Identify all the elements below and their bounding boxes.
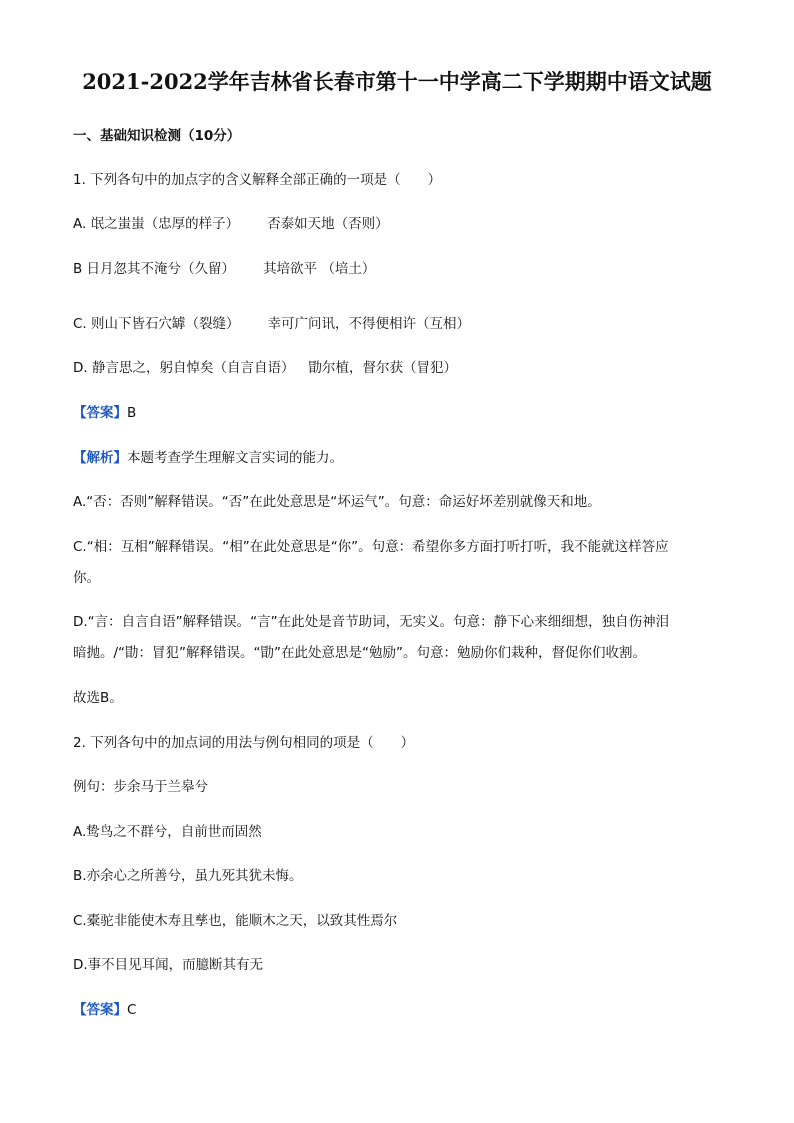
question-1-option-c [73,312,470,332]
question-1-answer [73,401,136,421]
option-b-part1: B 日月忽其不淹兮（久留） [73,261,236,277]
option-c-part2: 幸可广问讯，不得便相许（互相） [267,316,471,332]
question-2-answer [73,998,136,1018]
option-b-part2: 其培欲平 （培土） [263,261,376,277]
question-2-option-a: A.鸷鸟之不群兮，自前世而固然 [73,824,262,840]
question-2-option-b: B.亦余心之所善兮，虽九死其犹未悔。 [73,868,303,884]
section-heading: 一、基础知识检测（10分） [73,128,241,144]
option-a-part1: A. 氓之蚩蚩（忠厚的样子） [73,216,240,232]
option-d-part1: D. 静言思之，躬自悼矣（自言自语） [73,360,295,376]
conclusion: 故选B。 [73,690,123,706]
option-c-part1: C. 则山下皆石穴罅（裂缝） [73,316,240,332]
question-1-option-d [73,356,457,376]
explanation-c-line1: C.“相：互相”解释错误。“相”在此处意思是“你”。句意：希望你多方面打听打听，我不能就这样答应 [73,539,669,555]
question-1-option-b [73,257,375,277]
question-1-stem: 1. 下列各句中的加点字的含义解释全部正确的一项是（ ） [73,172,442,188]
answer-tag: 【答案】 [73,1002,127,1018]
question-1-option-a [73,212,389,232]
question-1-analysis [73,446,343,466]
option-d-part2: 勖尔植，督尔获（冒犯） [308,360,457,376]
explanation-c-line2: 你。 [73,570,100,586]
explanation-d-line1: D.“言：自言自语”解释错误。“言”在此处是音节助词，无实义。句意：静下心来细细想，独自伤神泪 [73,614,670,630]
answer-tag: 【答案】 [73,405,127,421]
question-2-option-c: C.橐驼非能使木寿且孳也，能顺木之天，以致其性焉尔 [73,913,398,929]
analysis-text: 本题考查学生理解文言实词的能力。 [127,450,343,466]
page-title: 2021-2022学年吉林省长春市第十一中学高二下学期期中语文试题 [82,69,712,94]
question-2-option-d: D.事不目见耳闻，而臆断其有无 [73,957,264,973]
explanation-d-line2: 暗抛。/“勖：冒犯”解释错误。“勖”在此处意思是“勉励”。句意：勉励你们栽种，督促你们收割。 [73,645,647,661]
option-a-part2: 否泰如天地（否则） [267,216,389,232]
question-2-stem: 2. 下列各句中的加点词的用法与例句相同的项是（ ） [73,735,415,751]
analysis-tag: 【解析】 [73,450,127,466]
answer-value: B [127,405,137,421]
question-2-example: 例句：步余马于兰皋兮 [73,779,208,795]
explanation-a: A.“否：否则”解释错误。“否”在此处意思是“坏运气”。句意：命运好坏差别就像天和地。 [73,494,601,510]
answer-value: C [127,1002,137,1018]
